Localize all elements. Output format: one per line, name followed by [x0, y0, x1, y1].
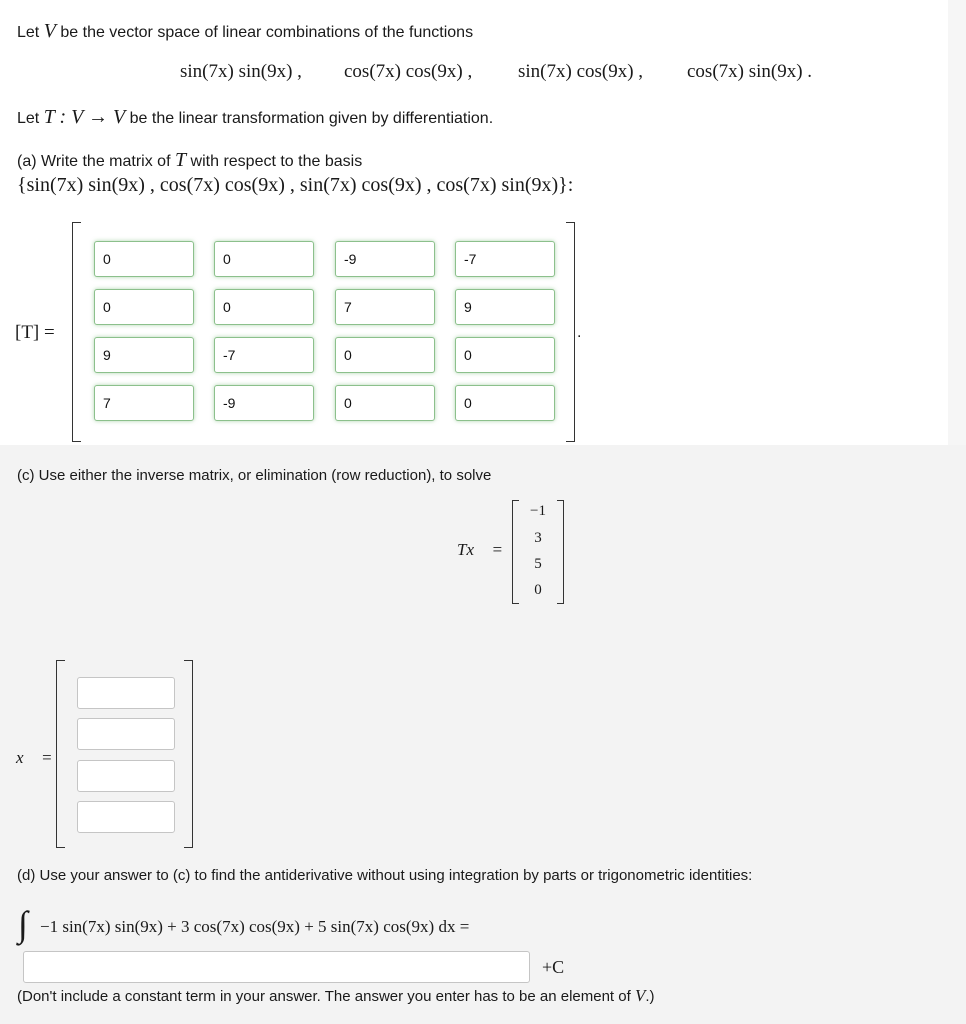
rhs-vector-bracket-right: [557, 500, 564, 604]
part-a-basis: {sin(7x) sin(9x) , cos(7x) cos(9x) , sin(7x) cos(9x) , cos(7x) sin(9x)}:: [17, 174, 574, 196]
rhs-vector-entry-4: 0: [534, 582, 542, 598]
transform-formula: T : V → V: [43, 106, 126, 128]
matrix-cell-r1c4[interactable]: -7: [455, 241, 555, 277]
matrix-cell-r2c3[interactable]: 7: [335, 289, 435, 325]
part-d-prompt: (d) Use your answer to (c) to find the antiderivative without using integration by parts or trigonometric identities:: [17, 867, 753, 884]
intro-let: Let: [17, 24, 40, 41]
transform-line: [17, 106, 493, 129]
matrix-label: [T] =: [15, 322, 55, 343]
transform-let: Let: [17, 110, 40, 127]
intro-line: [17, 20, 473, 43]
x-vector-input-4[interactable]: [77, 801, 175, 833]
part-c-lhs: Tx⃗ =: [457, 540, 503, 559]
rhs-vector-entry-3: 5: [534, 556, 542, 572]
plus-c-label: +C: [542, 957, 565, 977]
matrix-bracket-right: [566, 222, 575, 442]
integrand: −1 sin(7x) sin(9x) + 3 cos(7x) cos(9x) + 5 sin(7x) cos(9x) dx =: [40, 917, 470, 936]
matrix-cell-r4c1[interactable]: 7: [94, 385, 194, 421]
part-a-symbol: T: [174, 149, 187, 171]
matrix-cell-r4c4[interactable]: 0: [455, 385, 555, 421]
intro-v-symbol: V: [43, 20, 56, 42]
part-c-prompt: (c) Use either the inverse matrix, or elimination (row reduction), to solve: [17, 467, 492, 484]
integral-sign: ∫: [18, 904, 28, 944]
matrix-cell-r2c2[interactable]: 0: [214, 289, 314, 325]
rhs-vector-bracket-left: [512, 500, 519, 604]
upper-panel-edge: [948, 0, 966, 445]
matrix-cell-r2c4[interactable]: 9: [455, 289, 555, 325]
matrix-bracket-left: [72, 222, 81, 442]
matrix-cell-r3c1[interactable]: 9: [94, 337, 194, 373]
matrix-cell-r3c3[interactable]: 0: [335, 337, 435, 373]
function-1: sin(7x) sin(9x) ,: [180, 61, 302, 82]
intro-text: be the vector space of linear combinations of the functions: [60, 24, 474, 41]
function-3: sin(7x) cos(9x) ,: [518, 61, 644, 82]
antiderivative-input[interactable]: [23, 951, 530, 983]
x-vector-bracket-left: [56, 660, 65, 848]
x-vector-input-3[interactable]: [77, 760, 175, 792]
note-symbol: V: [634, 986, 646, 1005]
x-vector-bracket-right: [184, 660, 193, 848]
matrix-cell-r3c2[interactable]: -7: [214, 337, 314, 373]
function-2: cos(7x) cos(9x) ,: [344, 61, 473, 82]
matrix-cell-r1c2[interactable]: 0: [214, 241, 314, 277]
matrix-cell-r3c4[interactable]: 0: [455, 337, 555, 373]
matrix-cell-r4c2[interactable]: -9: [214, 385, 314, 421]
part-a-prompt: [17, 149, 362, 172]
rhs-vector-entry-2: 3: [534, 530, 542, 546]
matrix-cell-r4c3[interactable]: 0: [335, 385, 435, 421]
transform-text: be the linear transformation given by differentiation.: [129, 110, 494, 127]
matrix-period: .: [577, 324, 582, 341]
x-vector-input-1[interactable]: [77, 677, 175, 709]
part-d-note: [17, 986, 655, 1006]
x-vector-input-2[interactable]: [77, 718, 175, 750]
rhs-vector-entry-1: −1: [530, 503, 546, 519]
x-vector-label: x⃗ =: [16, 748, 53, 767]
note-prefix: (Don't include a constant term in your answer. The answer you enter has to be an element of: [17, 988, 631, 1005]
part-a-prefix: (a) Write the matrix of: [17, 153, 171, 170]
matrix-cell-r1c3[interactable]: -9: [335, 241, 435, 277]
matrix-cell-r2c1[interactable]: 0: [94, 289, 194, 325]
part-a-suffix: with respect to the basis: [190, 153, 363, 170]
function-4: cos(7x) sin(9x) .: [687, 61, 813, 82]
matrix-cell-r1c1[interactable]: 0: [94, 241, 194, 277]
note-suffix: .): [645, 988, 655, 1005]
